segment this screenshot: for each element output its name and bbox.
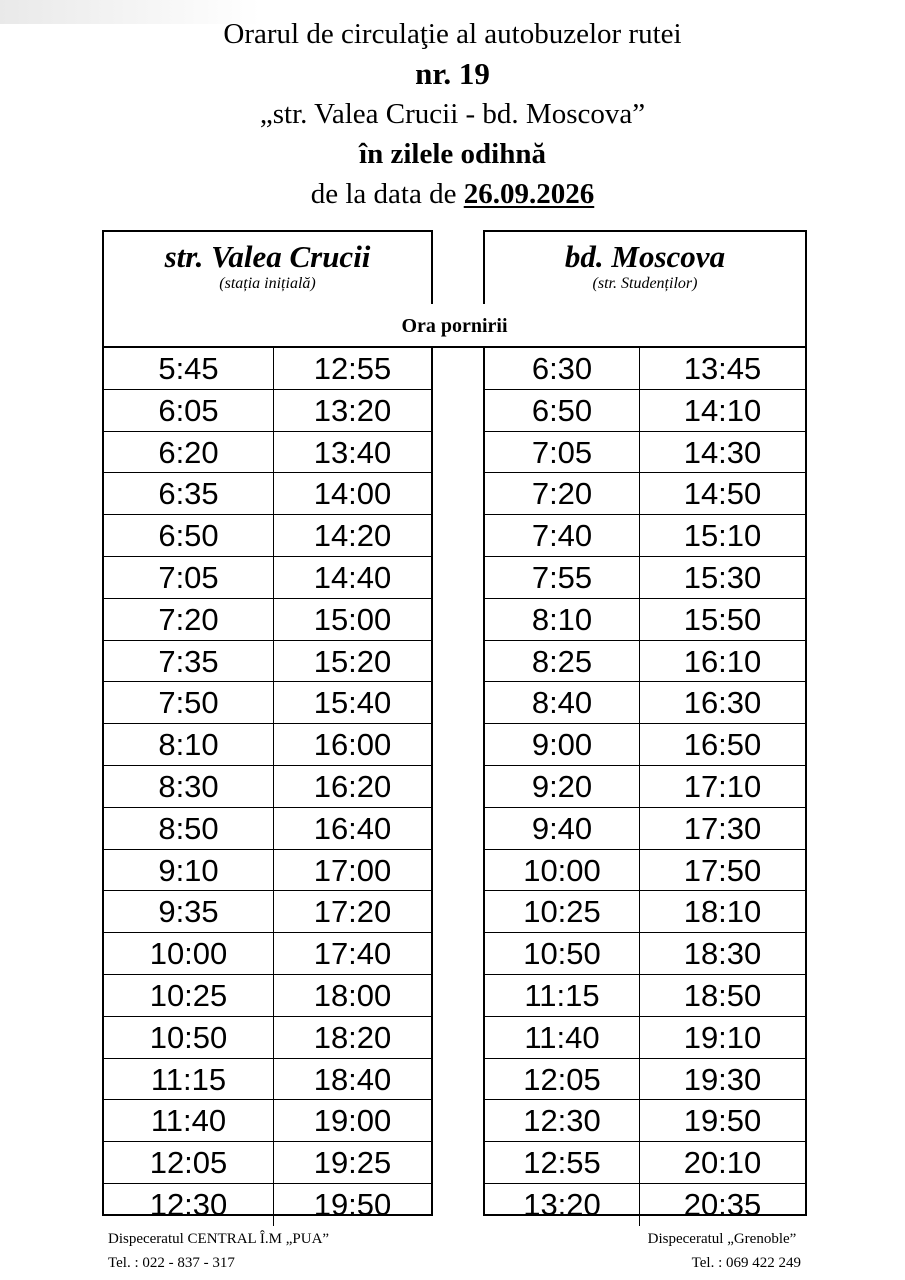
departure-time: 14:20 bbox=[313, 518, 392, 554]
departure-time: 14:30 bbox=[683, 434, 762, 470]
time-row-left bbox=[104, 515, 431, 557]
departure-time: 19:30 bbox=[683, 1061, 762, 1097]
departure-time: 11:40 bbox=[104, 1100, 274, 1141]
time-row-right bbox=[485, 557, 805, 599]
departure-time: 8:10 bbox=[104, 724, 274, 765]
times-grid-left bbox=[104, 348, 431, 1222]
departure-time: 16:00 bbox=[313, 727, 392, 763]
departure-time: 6:50 bbox=[104, 515, 274, 556]
departure-time: 10:50 bbox=[485, 933, 640, 974]
departure-time: 13:45 bbox=[683, 351, 762, 386]
departure-time: 16:20 bbox=[313, 768, 392, 804]
departure-time: 15:10 bbox=[683, 518, 762, 554]
time-row-left bbox=[104, 808, 431, 850]
departure-time: 18:10 bbox=[683, 894, 762, 930]
station-header-left bbox=[104, 232, 431, 306]
time-row-left bbox=[104, 766, 431, 808]
departure-time: 11:40 bbox=[485, 1017, 640, 1058]
departure-time: 7:05 bbox=[104, 557, 274, 598]
departure-time: 12:55 bbox=[485, 1142, 640, 1183]
departure-time: 9:20 bbox=[485, 766, 640, 807]
departure-time: 17:10 bbox=[683, 768, 762, 804]
departure-time: 12:30 bbox=[485, 1100, 640, 1141]
time-row-right bbox=[485, 682, 805, 724]
station-name-left: str. Valea Crucii bbox=[164, 239, 371, 274]
time-row-left bbox=[104, 1100, 431, 1142]
departure-time: 8:50 bbox=[104, 808, 274, 849]
time-row-left bbox=[104, 1184, 431, 1226]
time-row-right bbox=[485, 390, 805, 432]
time-row-right bbox=[485, 724, 805, 766]
effective-date-prefix: de la data de bbox=[310, 178, 457, 210]
phone-left: Tel. : 022 - 837 - 317 bbox=[108, 1255, 235, 1271]
departure-time: 12:05 bbox=[104, 1142, 274, 1183]
departure-time: 13:20 bbox=[313, 392, 392, 428]
departure-time: 7:05 bbox=[485, 432, 640, 473]
departure-time: 10:25 bbox=[485, 891, 640, 932]
dispatcher-left: Dispeceratul CENTRAL Î.M „PUA” bbox=[108, 1231, 330, 1247]
departure-time: 18:20 bbox=[313, 1019, 392, 1055]
departure-time: 7:35 bbox=[104, 641, 274, 682]
departure-time: 7:20 bbox=[485, 473, 640, 514]
departure-time: 12:05 bbox=[485, 1059, 640, 1100]
departure-time: 18:50 bbox=[683, 977, 762, 1013]
departure-time: 19:50 bbox=[683, 1103, 762, 1139]
station-subtitle-right: (str. Studenților) bbox=[592, 275, 698, 292]
departure-time: 13:40 bbox=[313, 434, 392, 470]
departure-time: 16:50 bbox=[683, 727, 762, 763]
time-row-left bbox=[104, 390, 431, 432]
departure-time: 17:50 bbox=[683, 852, 762, 888]
departure-time: 15:20 bbox=[313, 643, 392, 679]
departure-time: 6:20 bbox=[104, 432, 274, 473]
departure-time: 9:00 bbox=[485, 724, 640, 765]
departure-time: 20:35 bbox=[683, 1186, 762, 1222]
time-row-right bbox=[485, 850, 805, 892]
time-row-left bbox=[104, 850, 431, 892]
departure-time: 10:50 bbox=[104, 1017, 274, 1058]
effective-date-line bbox=[0, 174, 905, 214]
departure-time: 15:30 bbox=[683, 559, 762, 595]
time-row-left bbox=[104, 432, 431, 474]
departure-time: 7:40 bbox=[485, 515, 640, 556]
departure-time: 8:40 bbox=[485, 682, 640, 723]
time-row-left bbox=[104, 1059, 431, 1101]
time-row-right bbox=[485, 808, 805, 850]
time-row-right bbox=[485, 1017, 805, 1059]
time-row-left bbox=[104, 724, 431, 766]
departure-time: 17:40 bbox=[313, 936, 392, 972]
departure-time: 9:10 bbox=[104, 850, 274, 891]
time-row-right bbox=[485, 933, 805, 975]
effective-date: 26.09.2026 bbox=[463, 178, 595, 210]
departure-time: 8:30 bbox=[104, 766, 274, 807]
departure-time: 11:15 bbox=[485, 975, 640, 1016]
departure-time: 11:15 bbox=[104, 1059, 274, 1100]
timetable-right bbox=[483, 230, 807, 1222]
dispatcher-right: Dispeceratul „Grenoble” bbox=[647, 1231, 797, 1247]
phone-right: Tel. : 069 422 249 bbox=[691, 1255, 801, 1271]
departure-time: 9:40 bbox=[485, 808, 640, 849]
time-row-left bbox=[104, 1142, 431, 1184]
time-row-left bbox=[104, 599, 431, 641]
departure-time: 5:45 bbox=[104, 348, 274, 389]
departure-label: Ora pornirii bbox=[102, 304, 807, 348]
departure-time: 6:35 bbox=[104, 473, 274, 514]
time-row-left bbox=[104, 975, 431, 1017]
footer-left bbox=[108, 1227, 329, 1275]
time-row-left bbox=[104, 348, 431, 390]
departure-time: 16:30 bbox=[683, 685, 762, 721]
departure-time: 19:50 bbox=[313, 1186, 392, 1222]
schedule-title bbox=[0, 14, 905, 214]
departure-time: 20:10 bbox=[683, 1145, 762, 1181]
station-name-right: bd. Moscova bbox=[564, 239, 726, 274]
time-row-left bbox=[104, 473, 431, 515]
departure-time: 18:00 bbox=[313, 977, 392, 1013]
departure-time: 9:35 bbox=[104, 891, 274, 932]
time-row-right bbox=[485, 641, 805, 683]
time-row-right bbox=[485, 1142, 805, 1184]
station-subtitle-left: (stația inițială) bbox=[219, 275, 316, 292]
departure-time: 7:50 bbox=[104, 682, 274, 723]
time-row-right bbox=[485, 515, 805, 557]
departure-time: 7:55 bbox=[485, 557, 640, 598]
time-row-right bbox=[485, 975, 805, 1017]
departure-time: 12:30 bbox=[104, 1184, 274, 1226]
departure-time: 17:30 bbox=[683, 810, 762, 846]
title-heading: Orarul de circulaţie al autobuzelor rutei bbox=[223, 18, 682, 50]
time-row-right bbox=[485, 599, 805, 641]
departure-time: 13:20 bbox=[485, 1184, 640, 1226]
time-row-right bbox=[485, 348, 805, 390]
departure-time: 12:55 bbox=[313, 351, 392, 386]
footer-right bbox=[648, 1227, 801, 1275]
time-row-left bbox=[104, 1017, 431, 1059]
departure-time: 16:10 bbox=[683, 643, 762, 679]
departure-time: 8:25 bbox=[485, 641, 640, 682]
route-number: nr. 19 bbox=[415, 56, 490, 91]
departure-time: 10:00 bbox=[485, 850, 640, 891]
time-row-right bbox=[485, 1184, 805, 1226]
departure-time: 14:40 bbox=[313, 559, 392, 595]
departure-time: 14:00 bbox=[313, 476, 392, 512]
departure-time: 16:40 bbox=[313, 810, 392, 846]
departure-time: 6:05 bbox=[104, 390, 274, 431]
time-row-right bbox=[485, 891, 805, 933]
departure-time: 15:50 bbox=[683, 601, 762, 637]
station-header-right bbox=[485, 232, 805, 306]
timetable-left bbox=[102, 230, 433, 1222]
departure-time: 17:00 bbox=[313, 852, 392, 888]
departure-time: 19:25 bbox=[313, 1145, 392, 1181]
time-row-right bbox=[485, 1059, 805, 1101]
times-grid-right bbox=[485, 348, 805, 1222]
departure-time: 15:40 bbox=[313, 685, 392, 721]
route-name: „str. Valea Crucii - bd. Moscova” bbox=[259, 98, 646, 130]
time-row-left bbox=[104, 641, 431, 683]
departure-time: 6:30 bbox=[485, 348, 640, 389]
departure-time: 19:00 bbox=[313, 1103, 392, 1139]
departure-time: 18:40 bbox=[313, 1061, 392, 1097]
time-row-left bbox=[104, 933, 431, 975]
time-row-right bbox=[485, 432, 805, 474]
time-row-right bbox=[485, 766, 805, 808]
service-days: în zilele odihnă bbox=[359, 138, 546, 170]
departure-time: 19:10 bbox=[683, 1019, 762, 1055]
departure-time: 8:10 bbox=[485, 599, 640, 640]
departure-time: 14:50 bbox=[683, 476, 762, 512]
departure-time: 15:00 bbox=[313, 601, 392, 637]
time-row-right bbox=[485, 473, 805, 515]
time-row-left bbox=[104, 682, 431, 724]
departure-time: 17:20 bbox=[313, 894, 392, 930]
departure-time: 18:30 bbox=[683, 936, 762, 972]
departure-time: 10:25 bbox=[104, 975, 274, 1016]
departure-time: 7:20 bbox=[104, 599, 274, 640]
time-row-left bbox=[104, 891, 431, 933]
time-row-left bbox=[104, 557, 431, 599]
departure-time: 6:50 bbox=[485, 390, 640, 431]
departure-time: 14:10 bbox=[683, 392, 762, 428]
departure-time: 10:00 bbox=[104, 933, 274, 974]
time-row-right bbox=[485, 1100, 805, 1142]
